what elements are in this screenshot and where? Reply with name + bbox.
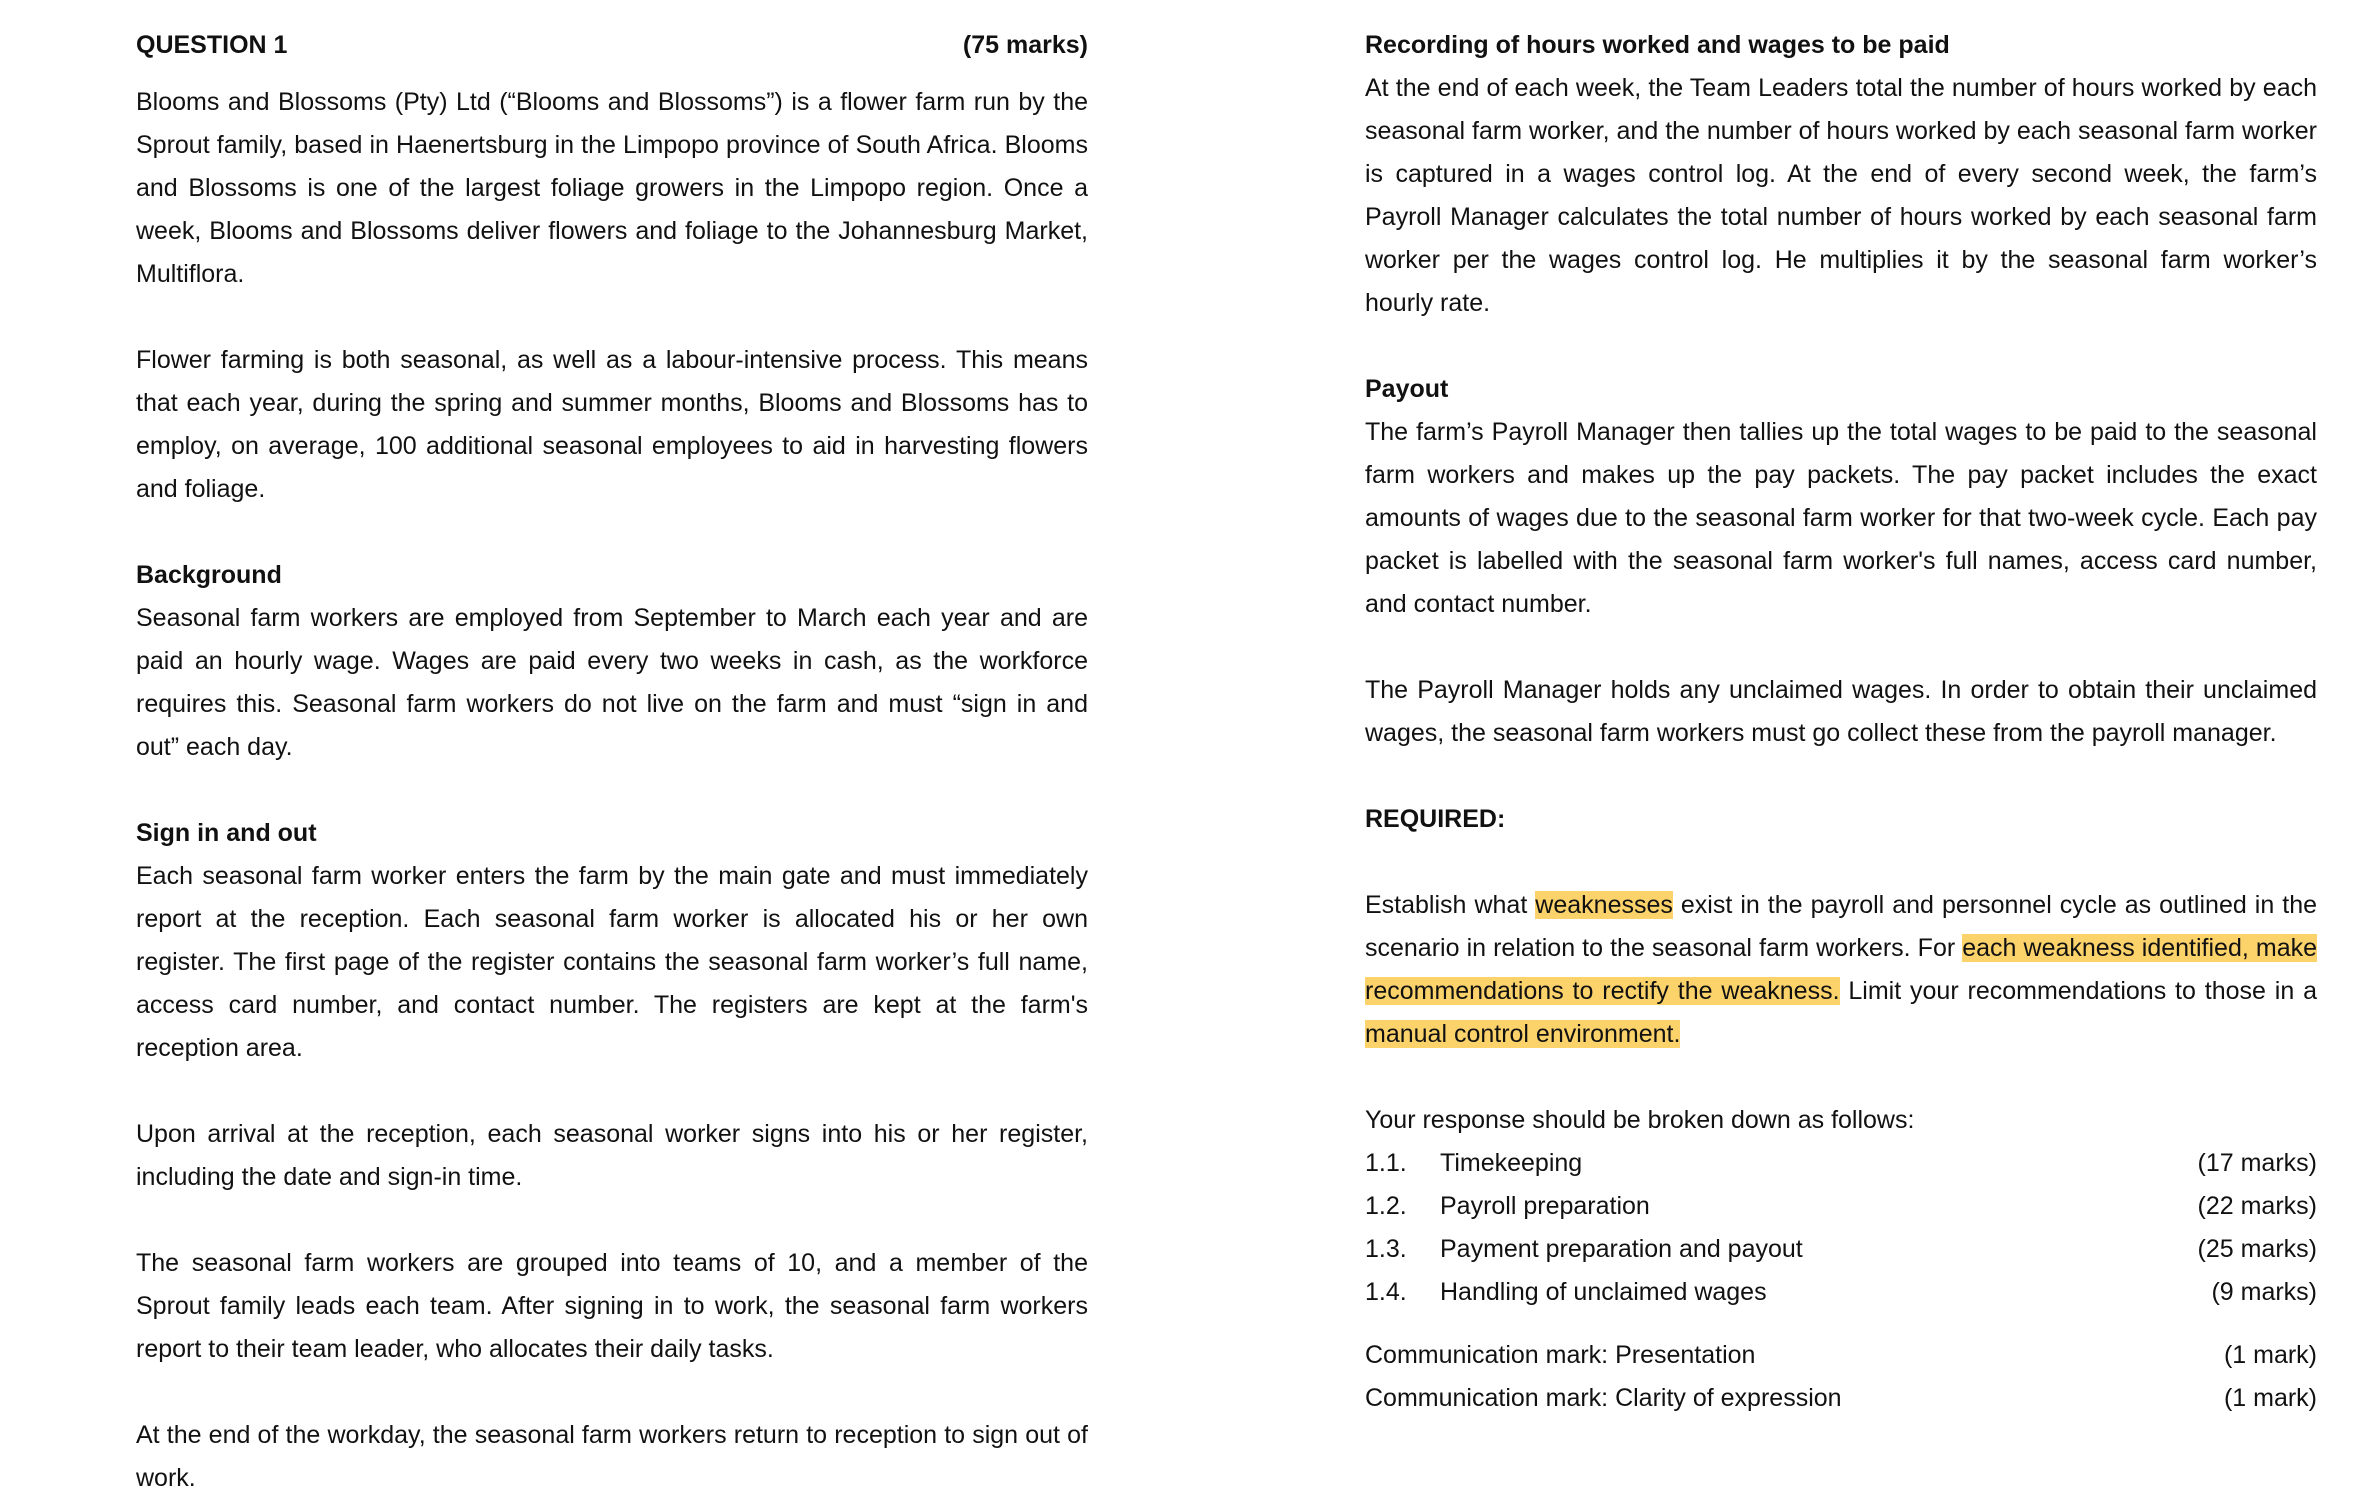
breakdown-number: 1.2. — [1365, 1192, 1407, 1220]
signin-paragraph-3: The seasonal farm workers are grouped into teams of 10, and a member of the Sprout family leads each team. After signing in to work, the seasonal farm workers report to their team leader, who allocates their daily tasks. — [136, 1249, 1088, 1363]
breakdown-item — [1365, 1228, 2317, 1271]
background-paragraph: Seasonal farm workers are employed from September to March each year and are paid an hourly wage. Wages are paid every two weeks in cash, as the workforce requires this. Seasonal farm workers do not live on the farm and must “sign in and out” each day. — [136, 604, 1088, 761]
communication-marks: (1 mark) — [2223, 1384, 2317, 1412]
breakdown-marks: (22 marks) — [2197, 1192, 2317, 1220]
required-text-1: Establish what — [1365, 891, 1536, 919]
breakdown-marks: (9 marks) — [2211, 1278, 2317, 1306]
breakdown-label: Timekeeping — [1440, 1149, 1583, 1177]
signin-paragraph-1: Each seasonal farm worker enters the farm by the main gate and must immediately report at the reception. Each seasonal farm worker is allocated his or her own register. The first page of the register contains the seasonal farm worker’s full name, access card number, and contact number. The registers are kept at the farm's reception area. — [136, 862, 1088, 1062]
signin-paragraph-4: At the end of the workday, the seasonal farm workers return to reception to sign out of work. — [136, 1421, 1088, 1492]
breakdown-item — [1365, 1142, 2317, 1185]
required-text-2: exist in the payroll and personnel cycle as outlined in the scenario in relation to the seasonal farm workers. For — [1365, 891, 2318, 962]
recording-paragraph: At the end of each week, the Team Leaders total the number of hours worked by each seasonal farm worker, and the number of hours worked by each seasonal farm worker is captured in a wages control log. At the end of every second week, the farm’s Payroll Manager calculates the total number of hours worked by each seasonal farm worker per the wages control log. He multiplies it by the seasonal farm worker’s hourly rate. — [1365, 74, 2317, 317]
highlight-recommendations: each weakness identified, make recommendations to rectify the weakness. — [1365, 934, 2318, 1005]
breakdown-number: 1.3. — [1365, 1235, 1407, 1263]
background-heading: Background — [136, 561, 282, 589]
breakdown-marks: (25 marks) — [2197, 1235, 2317, 1263]
required-paragraph — [1365, 884, 2317, 1056]
required-text-3: Limit your recommendations to those in a — [1839, 977, 2317, 1005]
required-heading: REQUIRED: — [1365, 805, 1506, 833]
communication-marks: (1 mark) — [2223, 1341, 2317, 1369]
question-marks: (75 marks) — [962, 31, 1088, 59]
breakdown-item — [1365, 1271, 2317, 1314]
signin-paragraph-2: Upon arrival at the reception, each seasonal worker signs into his or her register, including the date and sign-in time. — [136, 1120, 1088, 1191]
breakdown-label: Payment preparation and payout — [1440, 1235, 1803, 1263]
left-column — [136, 24, 1088, 1500]
intro-paragraph-1: Blooms and Blossoms (Pty) Ltd (“Blooms and Blossoms”) is a flower farm run by the Sprout family, based in Haenertsburg in the Limpopo province of South Africa. Blooms and Blossoms is one of the largest foliage growers in the Limpopo region. Once a week, Blooms and Blossoms deliver flowers and foliage to the Johannesburg Market, Multiflora. — [136, 88, 1088, 288]
signin-heading: Sign in and out — [136, 819, 317, 847]
breakdown-label: Handling of unclaimed wages — [1440, 1278, 1767, 1306]
communication-item — [1365, 1334, 2317, 1377]
question-header — [136, 24, 1088, 67]
communication-label: Communication mark: Presentation — [1365, 1341, 1756, 1369]
breakdown-label: Payroll preparation — [1440, 1192, 1650, 1220]
intro-paragraph-2: Flower farming is both seasonal, as well as a labour-intensive process. This means that each year, during the spring and summer months, Blooms and Blossoms has to employ, on average, 100 additional seasonal employees to aid in harvesting flowers and foliage. — [136, 346, 1088, 503]
question-title: QUESTION 1 — [136, 31, 288, 59]
highlight-manual-control: manual control environment. — [1365, 1020, 1681, 1048]
payout-heading: Payout — [1365, 375, 1449, 403]
payout-paragraph-2: The Payroll Manager holds any unclaimed wages. In order to obtain their unclaimed wages, the seasonal farm workers must go collect these from the payroll manager. — [1365, 676, 2317, 747]
breakdown-intro: Your response should be broken down as follows: — [1365, 1106, 1915, 1134]
communication-label: Communication mark: Clarity of expression — [1365, 1384, 1842, 1412]
highlight-weaknesses: weaknesses — [1535, 891, 1673, 919]
breakdown-marks: (17 marks) — [2197, 1149, 2317, 1177]
breakdown-item — [1365, 1185, 2317, 1228]
breakdown-number: 1.4. — [1365, 1278, 1407, 1306]
recording-heading: Recording of hours worked and wages to be paid — [1365, 31, 1950, 59]
breakdown-number: 1.1. — [1365, 1149, 1407, 1177]
right-column — [1365, 24, 2317, 1420]
payout-paragraph-1: The farm’s Payroll Manager then tallies up the total wages to be paid to the seasonal farm workers and makes up the pay packets. The pay packet includes the exact amounts of wages due to the seasonal farm worker for that two-week cycle. Each pay packet is labelled with the seasonal farm worker's full names, access card number, and contact number. — [1365, 418, 2317, 618]
